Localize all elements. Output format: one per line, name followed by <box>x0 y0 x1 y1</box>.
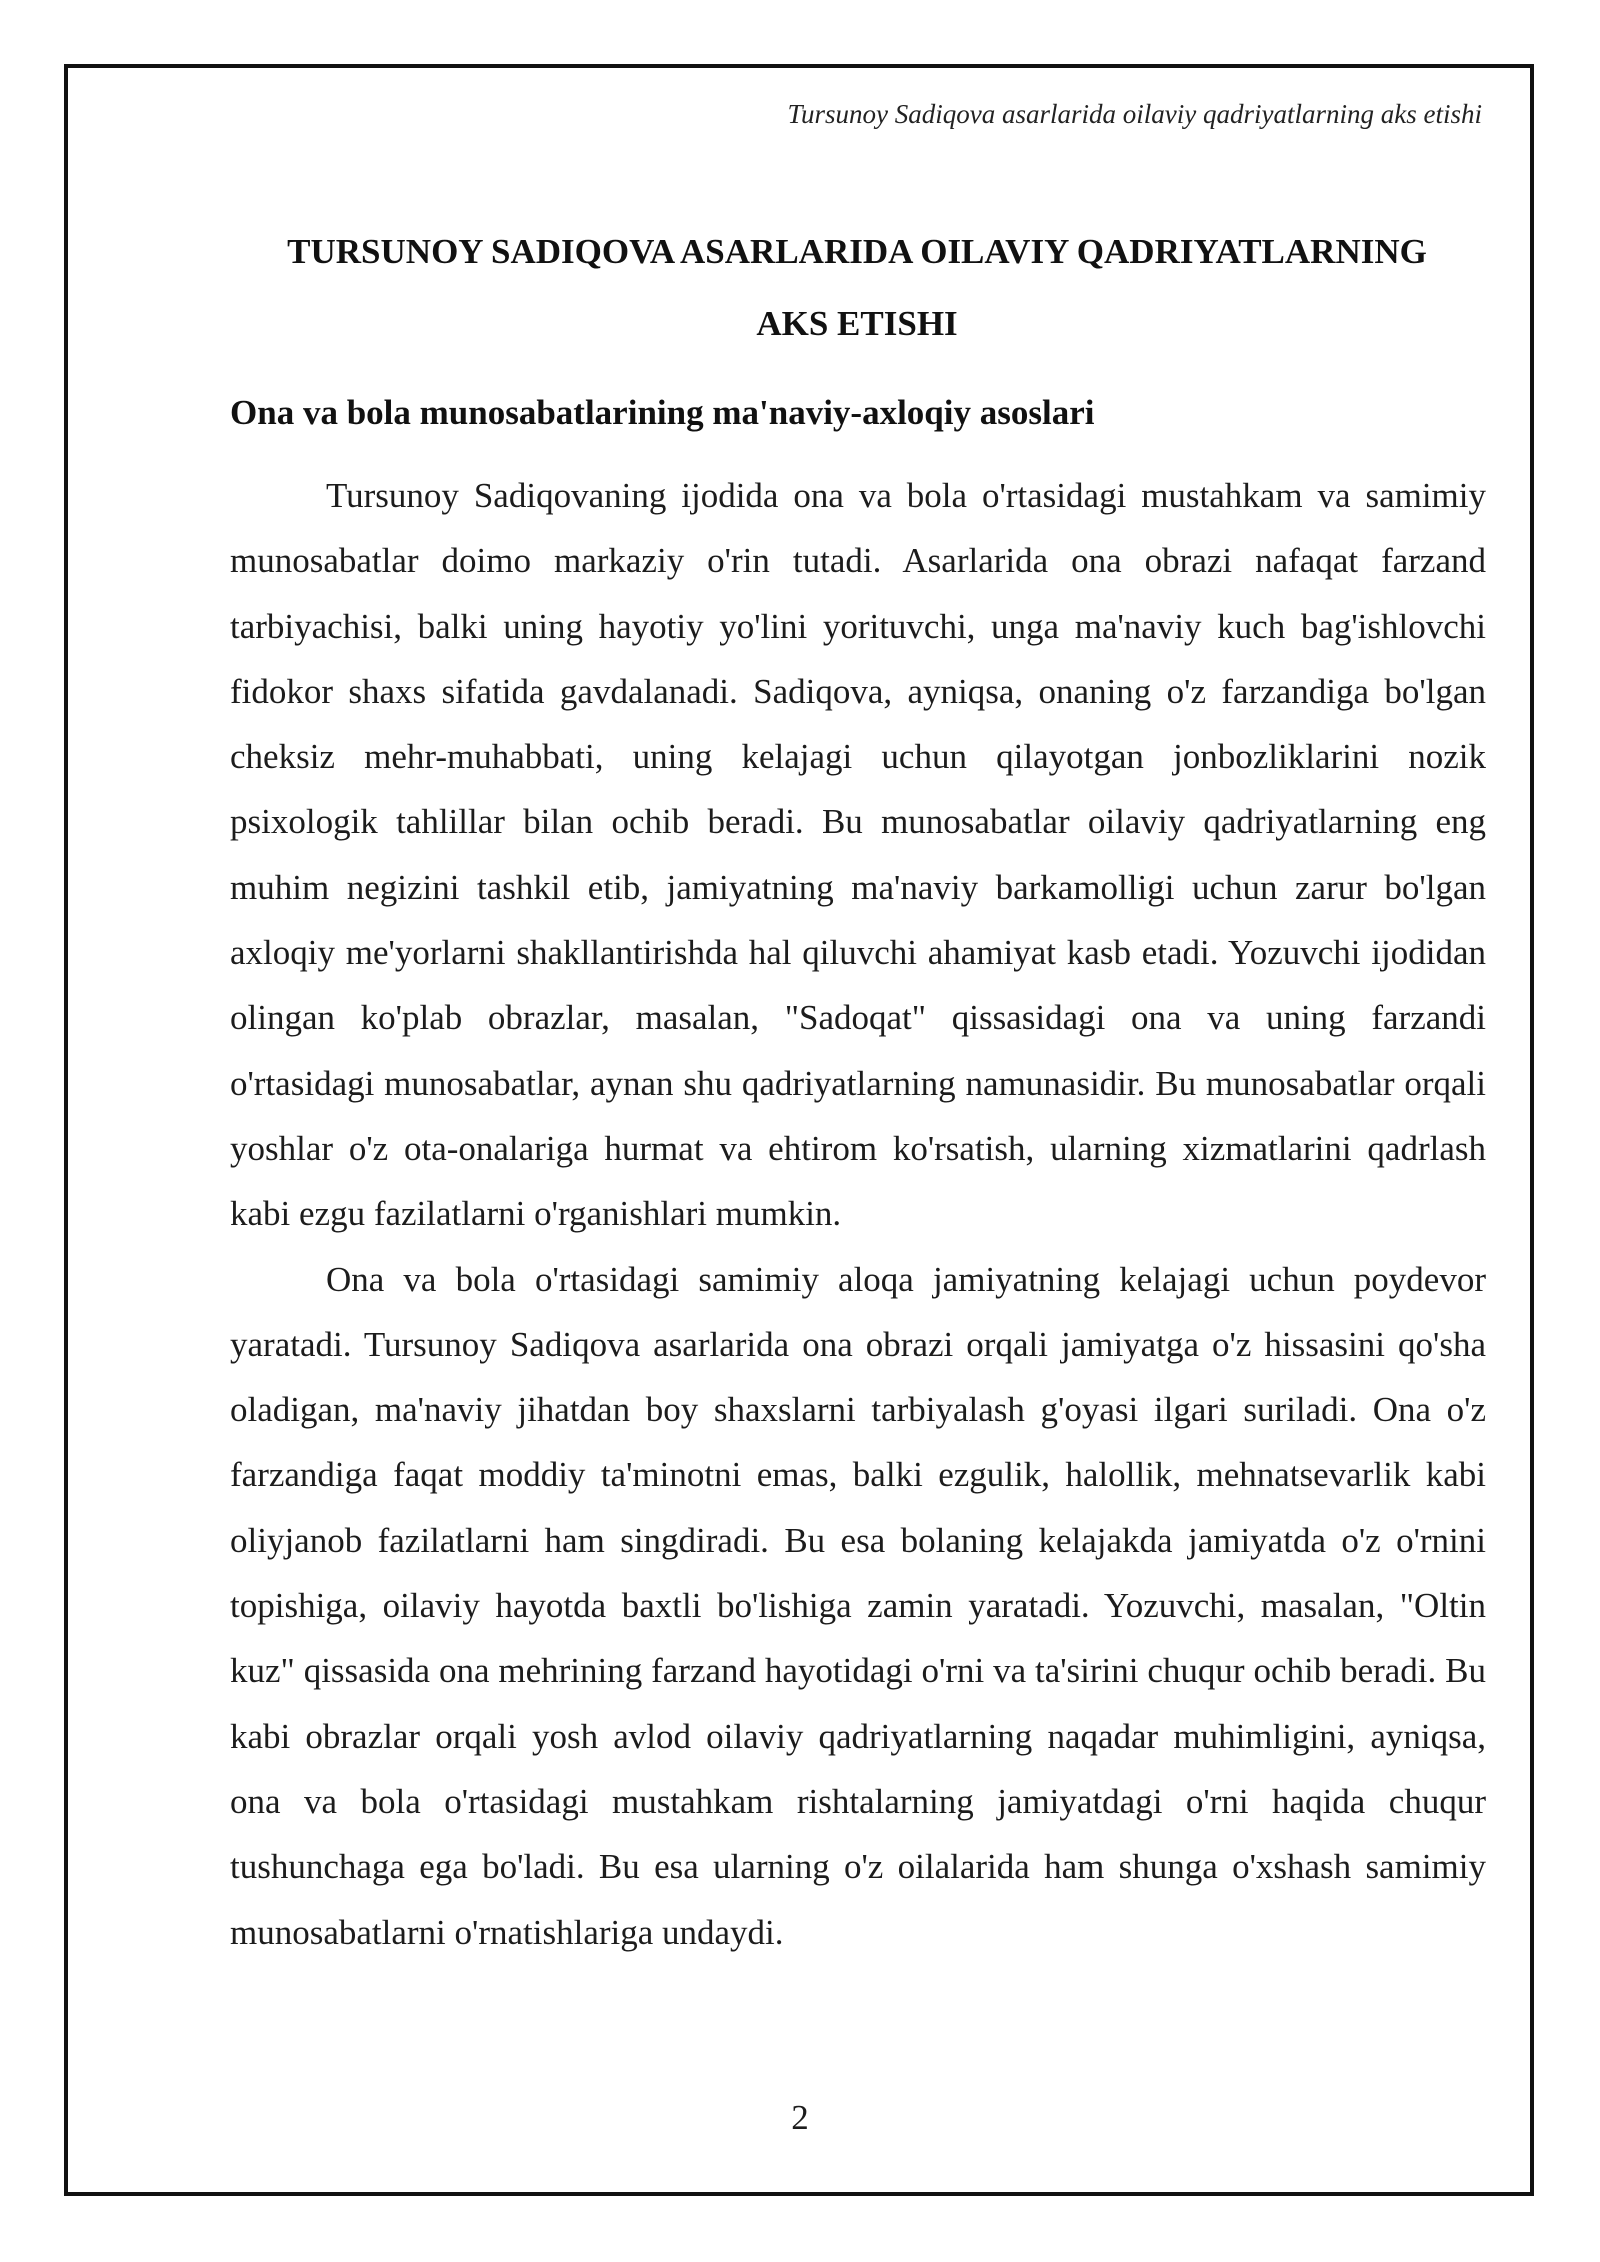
document-title-line-2: AKS ETISHI <box>756 304 958 343</box>
paragraph-1: Tursunoy Sadiqovaning ijodida ona va bola o'rtasidagi mustahkam va samimiy munosabatlar doimo markaziy o'rin tutadi. Asarlarida ona obrazi nafaqat farzand tarbiyachisi, balki uning hayotiy yo'lini yorituvchi, unga ma'naviy kuch bag'ishlovchi fidokor shaxs sifatida gavdalanadi. Sadiqova, ayniqsa, onaning o'z farzandiga bo'lgan cheksiz mehr-muhabbati, uning kelajagi uchun qilayotgan jonbozliklarini nozik psixologik tahlillar bilan ochib beradi. Bu munosabatlar oilaviy qadriyatlarning eng muhim negizini tashkil etib, jamiyatning ma'naviy barkamolligi uchun zarur bo'lgan axloqiy me'yorlarni shakllantirishda hal qiluvchi ahamiyat kasb etadi. Yozuvchi ijodidan olingan ko'plab obrazlar, masalan, "Sadoqat" qissasidagi ona va uning farzandi o'rtasidagi munosabatlar, aynan shu qadriyatlarning namunasidir. Bu munosabatlar orqali yoshlar o'z ota-onalariga hurmat va ehtirom ko'rsatish, ularning xizmatlarini qadrlash kabi ezgu fazilatlarni o'rganishlari mumkin. <box>230 476 1486 1234</box>
section-heading: Ona va bola munosabatlarining ma'naviy-axloqiy asoslari <box>230 393 1095 432</box>
document-title <box>228 216 1486 360</box>
paragraph-2: Ona va bola o'rtasidagi samimiy aloqa jamiyatning kelajagi uchun poydevor yaratadi. Tursunoy Sadiqova asarlarida ona obrazi orqali jamiyatga o'z hissasini qo'sha oladigan, ma'naviy jihatdan boy shaxslarni tarbiyalash g'oyasi ilgari suriladi. Ona o'z farzandiga faqat moddiy ta'minotni emas, balki ezgulik, halollik, mehnatsevarlik kabi oliyjanob fazilatlarni ham singdiradi. Bu esa bolaning kelajakda jamiyatda o'z o'rnini topishiga, oilaviy hayotda baxtli bo'lishiga zamin yaratadi. Yozuvchi, masalan, "Oltin kuz" qissasida ona mehrining farzand hayotidagi o'rni va ta'sirini chuqur ochib beradi. Bu kabi obrazlar orqali yosh avlod oilaviy qadriyatlarning naqadar muhimligini, ayniqsa, ona va bola o'rtasidagi mustahkam rishtalarning jamiyatdagi o'rni haqida chuqur tushunchaga ega bo'ladi. Bu esa ularning o'z oilalarida ham shunga o'xshash samimiy munosabatlarni o'rnatishlariga undaydi. <box>230 1259 1486 1952</box>
page-number: 2 <box>791 2098 809 2137</box>
document-title-line-1: TURSUNOY SADIQOVA ASARLARIDA OILAVIY QADRIYATLARNING <box>287 232 1427 271</box>
body-text <box>230 463 1486 1965</box>
running-header: Tursunoy Sadiqova asarlarida oilaviy qadriyatlarning aks etishi <box>787 99 1482 129</box>
